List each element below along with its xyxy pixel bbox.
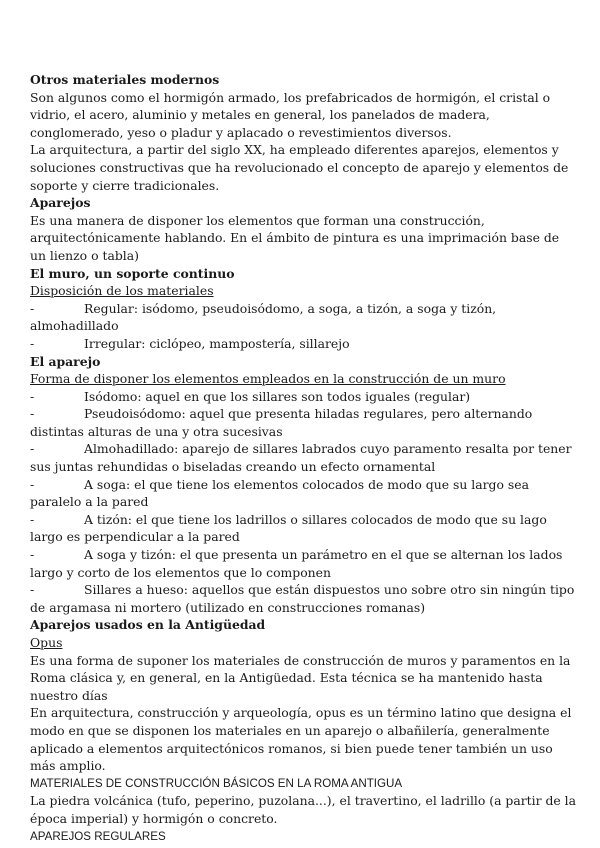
list-item: - Almohadillado: aparejo de sillares labrados cuyo paramento resalta por tener sus juntas rehundidas o biseladas creando un efecto ornamental	[30, 441, 572, 475]
list-item: - A tizón: el que tiene los ladrillos o sillares colocados de modo que su lago largo es perpendicular a la pared	[30, 511, 547, 545]
list-muro	[30, 300, 578, 353]
list-item: - A soga: el que tiene los elementos colocados de modo que su largo sea paralelo a la pared	[30, 476, 529, 510]
paragraph-otros-1: Son algunos como el hormigón armado, los prefabricados de hormigón, el cristal o vidrio, el acero, aluminio y metales en general, los panelados de madera, conglomerado, yeso o pladur y aplacado o revestimientos diversos.	[30, 89, 551, 140]
paragraph-aparejos: Es una manera de disponer los elementos que forman una construcción, arquitectónicamente hablando. En el ámbito de pintura es una imprimación base de un lienzo o tabla)	[30, 212, 560, 263]
paragraph-otros-2: La arquitectura, a partir del siglo XX, ha empleado diferentes aparejos, elementos y soluciones constructivas que ha revolucionado el concepto de aparejo y elementos de soporte y cierre tradicionales.	[30, 142, 569, 193]
heading-muro: El muro, un soporte continuo	[30, 265, 235, 281]
heading-el-aparejo: El aparejo	[30, 353, 101, 369]
list-marker: -	[30, 406, 35, 422]
subheading-forma: Forma de disponer los elementos empleados en la construcción de un muro	[30, 371, 506, 387]
list-item: - Isódomo: aquel en que los sillares son todos iguales (regular)	[30, 388, 471, 404]
list-marker: -	[30, 335, 35, 351]
document-body	[30, 71, 578, 845]
list-item: - Irregular: ciclópeo, mampostería, sillarejo	[30, 335, 350, 351]
subheading-disposicion: Disposición de los materiales	[30, 283, 214, 299]
caps-aparejos-regulares: APAREJOS REGULARES	[30, 829, 166, 843]
list-item: - A soga y tizón: el que presenta un parámetro en el que se alternan los lados largo y corto de los elementos que lo componen	[30, 547, 563, 580]
paragraph-opus-1: Es una forma de suponer los materiales de construcción de muros y paramentos en la Roma clásica y, en general, en la Antigüedad. Esta técnica se ha mantenido hasta nuestro días	[30, 652, 571, 703]
list-marker: -	[30, 300, 35, 316]
list-marker: -	[30, 476, 35, 492]
heading-antiguedad: Aparejos usados en la Antigüedad	[30, 617, 266, 633]
list-marker: -	[30, 441, 35, 457]
subheading-opus: Opus	[30, 635, 63, 650]
list-item: - Pseudoisódomo: aquel que presenta hiladas regulares, pero alternando distintas alturas de una y otra sucesivas	[30, 406, 533, 439]
list-item: - Sillares a hueso: aquellos que están dispuestos uno sobre otro sin ningún tipo de argamasa ni mortero (utilizado en construcciones romanas)	[30, 582, 575, 615]
caps-materiales: MATERIALES DE CONSTRUCCIÓN BÁSICOS EN LA ROMA ANTIGUA	[30, 776, 403, 790]
list-marker: -	[30, 511, 35, 527]
list-aparejo	[30, 388, 578, 617]
list-item: - Regular: isódomo, pseudoisódomo, a soga, a tizón, a soga y tizón, almohadillado	[30, 300, 497, 334]
list-marker: -	[30, 547, 35, 563]
heading-aparejos: Aparejos	[30, 195, 91, 211]
list-marker: -	[30, 388, 35, 404]
heading-otros-materiales: Otros materiales modernos	[30, 72, 220, 87]
paragraph-materiales: La piedra volcánica (tufo, peperino, puzolana...), el travertino, el ladrillo (a partir de la época imperial) y hormigón o concreto.	[30, 793, 577, 826]
list-marker: -	[30, 582, 35, 598]
paragraph-opus-2: En arquitectura, construcción y arqueología, opus es un término latino que designa el modo en que se disponen los materiales en un aparejo o albañilería, generalmente aplicado a elementos arquitectónicos romanos, si bien puede tener también un uso más amplio.	[30, 705, 572, 774]
